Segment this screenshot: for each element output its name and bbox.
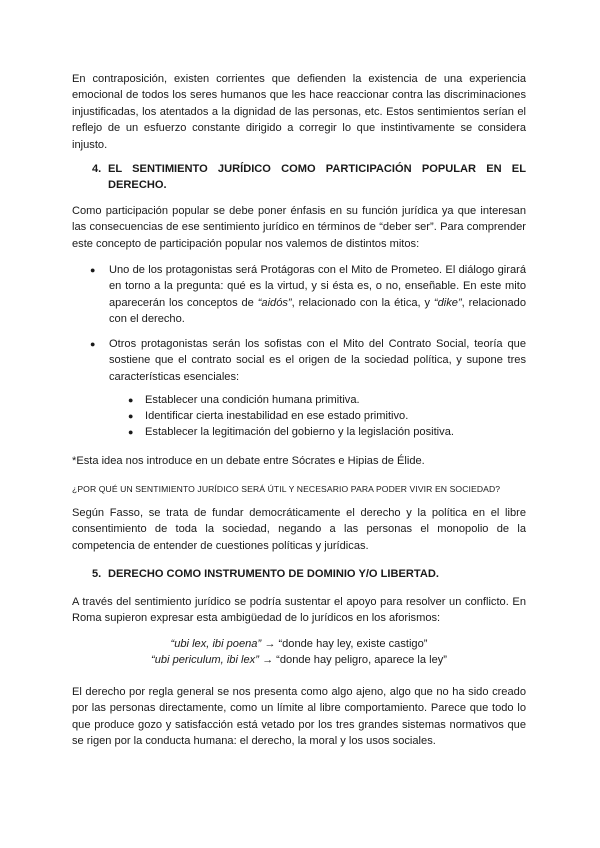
section-5-title: DERECHO COMO INSTRUMENTO DE DOMINIO Y/O LIBERTAD. [108, 568, 439, 580]
section-5-heading [92, 566, 526, 582]
participacion-paragraph: Como participación popular se debe poner énfasis en su función jurídica ya que interesan las consecuencias de ese sentimiento jurídico en términos de “deber ser”. Para comprender este concepto de participación popular nos valemos de distintos mitos: [72, 205, 526, 250]
section-question: ¿POR QUÉ UN SENTIMIENTO JURÍDICO SERÁ ÚTIL Y NECESARIO PARA PODER VIVIR EN SOCIEDAD? [72, 484, 501, 494]
aphorism-2: “ubi periculum, ibi lex” → “donde hay peligro, aparece la ley” [151, 654, 447, 666]
sub-item-1: ● Establecer una condición humana primitiva. [128, 392, 528, 408]
section-4-heading [92, 161, 526, 194]
fasso-paragraph: Según Fasso, se trata de fundar democráticamente el derecho y la política en el libre consentimiento de toda la sociedad, negando a las personas el monopolio de la competencia de entender de cuestiones políticas y jurídicas. [72, 507, 526, 552]
aphorism-1: “ubi lex, ibi poena” → “donde hay ley, existe castigo” [170, 638, 428, 650]
bullet-marker: ● [128, 427, 134, 437]
section-5-number: 5. [92, 568, 102, 580]
sub-item-2: ● Identificar cierta inestabilidad en ese estado primitivo. [128, 408, 528, 424]
bullet-sofistas-text: Otros protagonistas serán los sofistas con el Mito del Contrato Social, teoría que sostiene que el contrato social es el origen de la sociedad política, y supone tres características esenciales: [109, 338, 526, 383]
section-4-number: 4. [92, 163, 102, 175]
final-paragraph: El derecho por regla general se nos presenta como algo ajeno, algo que no ha sido creado por las personas directamente, como un límite al libre comportamiento. Parece que todo lo que produce gozo y satisfacción está vetado por los tres grandes sistemas normativos que se rigen por la conducta humana: el derecho, la moral y los usos sociales. [72, 686, 526, 748]
intro-paragraph: En contraposición, existen corrientes que defienden la existencia de una experiencia emocional de todos los seres humanos que les hace reaccionar contra las discriminaciones injustificadas, los atentados a la dignidad de las personas, etc. Estos sentimientos serían el reflejo de un esfuerzo constante dirigido a corregir lo que instintivamente se considera injusto. [72, 73, 526, 151]
bullet-marker: ● [128, 411, 134, 421]
bullet-protagoras: ● Uno de los protagonistas será Protágoras con el Mito de Prometeo. El diálogo girará en torno a la pregunta: qué es la virtud, y si ésta es, o no, enseñable. En este mito aparecerán los conceptos de “aidós”, relacionado con la ética, y “dike”, relacionado con el derecho. [90, 264, 526, 326]
roma-paragraph: A través del sentimiento jurídico se podría sustentar el apoyo para resolver un conflicto. En Roma supieron expresar esta ambigüedad de lo jurídicos en los aforismos: [72, 596, 526, 625]
bullet-marker: ● [90, 339, 96, 349]
note-text: *Esta idea nos introduce en un debate entre Sócrates e Hipias de Élide. [72, 455, 425, 467]
section-4-title: EL SENTIMIENTO JURÍDICO COMO PARTICIPACIÓN POPULAR EN EL DERECHO. [108, 163, 526, 192]
sub-item-3: ● Establecer la legitimación del gobierno y la legislación positiva. [128, 424, 528, 440]
bullet-marker: ● [90, 265, 96, 275]
bullet-sofistas [90, 336, 526, 385]
bullet-marker: ● [128, 395, 134, 405]
